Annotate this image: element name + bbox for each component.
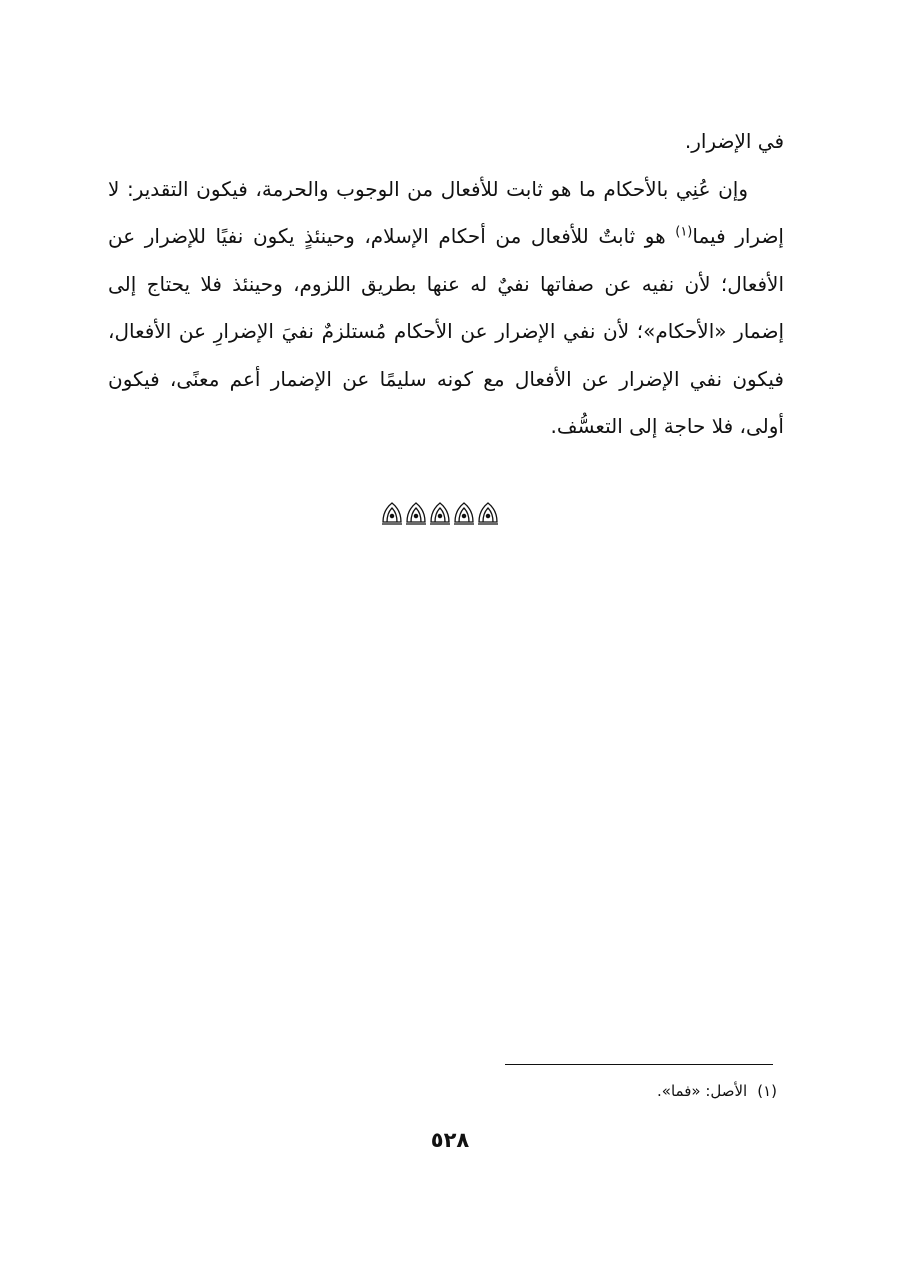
footnote-text: الأصل: «فما». — [657, 1082, 748, 1100]
paragraph-2-part-2: هو ثابتٌ للأفعال من أحكام الإسلام، وحينئذٍ يكون نفيًا للإضرار عن الأفعال؛ لأن نفيه عن صفاتها نفيٌ له عنها بطريق اللزوم، وحينئذ فلا يحتاج إلى إضمار «الأحكام»؛ لأن نفي الإضرار عن الأحكام مُستلزمٌ نفيَ الإضرارِ عن الأفعال، فيكون نفي الإضرار عن الأفعال مع كونه سليمًا عن الإضمار أعم معنًى، فيكون أولى، فلا حاجة إلى التعسُّف. — [108, 224, 784, 438]
footnote-divider — [505, 1064, 773, 1065]
paragraph-1: في الإضرار. — [684, 129, 784, 153]
paragraph-2 — [108, 166, 784, 451]
footnote-reference[interactable]: (١) — [675, 224, 693, 240]
footnote — [505, 1076, 777, 1106]
ornament-divider-icon — [380, 496, 500, 532]
page-number: ٥٢٨ — [430, 1128, 470, 1152]
paragraph-2-part-1: وإن عُنِي بالأحكام ما هو ثابت للأفعال من الوجوب والحرمة، فيكون التقدير: لا إضرار فيما — [108, 176, 784, 248]
footnote-number: (١) — [757, 1082, 777, 1100]
main-text — [108, 118, 784, 451]
